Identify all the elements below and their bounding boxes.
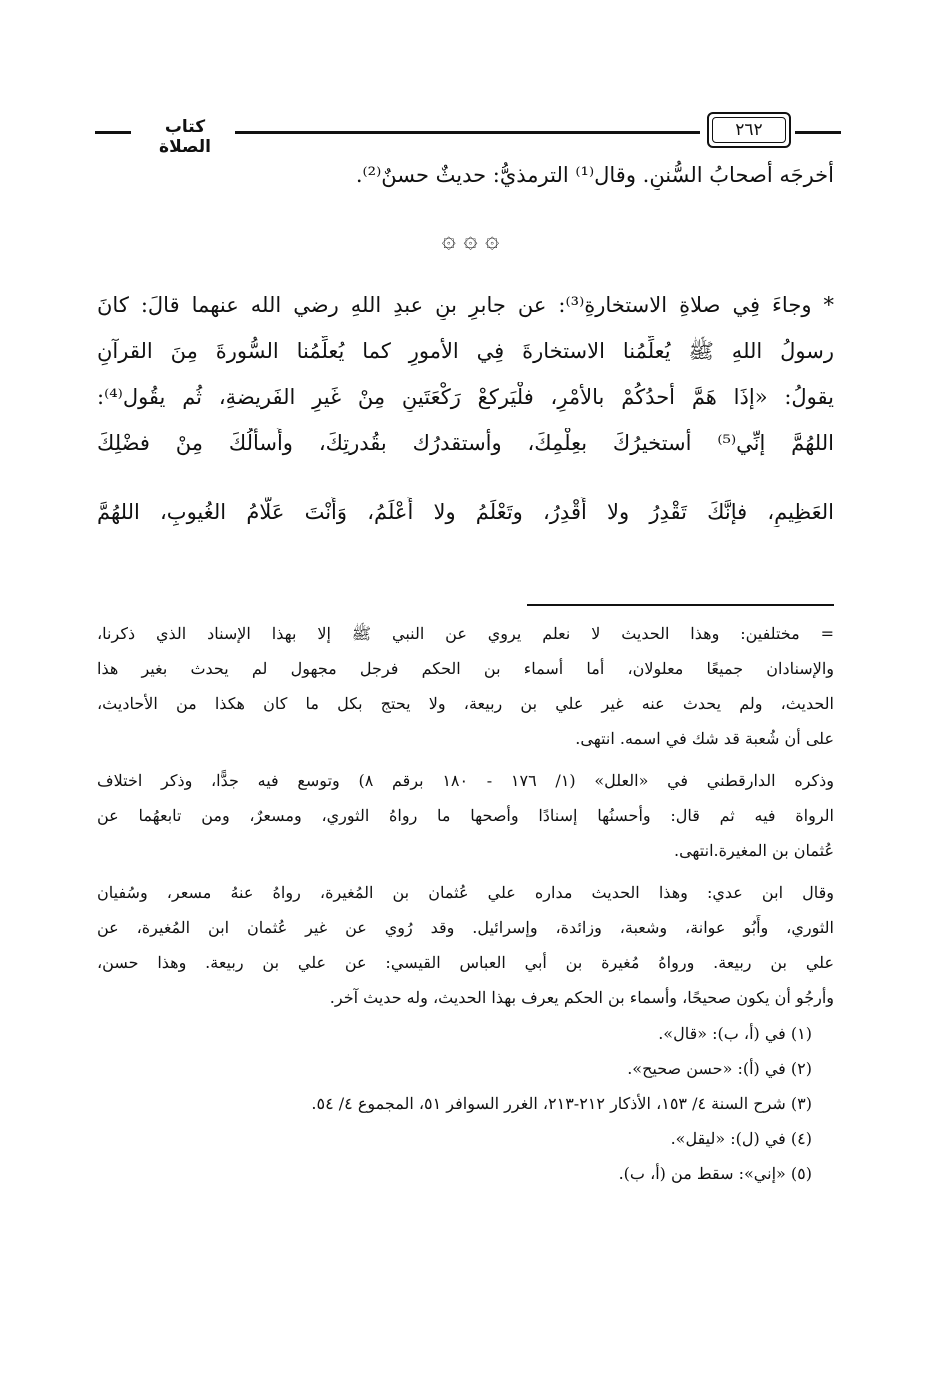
footnote-line: الثوري، وأَبُو عوانة، وشعبة، وزائدة، وإسرائيل. وقد رُوي عن غير عُثمان ابن المُغيرة، عن — [97, 918, 834, 937]
page-number-frame — [707, 112, 791, 148]
footnote-item: (١) في (أ، ب): «قال». — [658, 1024, 812, 1043]
footnote-line: عُثمان بن المغيرة.انتهى. — [674, 841, 834, 860]
footnote-line: علي بن ربيعة. ورواهُ مُغيرة بن أبي العباس القيسي: عن علي بن ربيعة. وهذا حسن، — [97, 953, 834, 972]
paragraph-line: رسولُ اللهِ ﷺ يُعلِّمُنا الاستخارةَ فِي الأمورِ كما يُعلِّمُنا السُّورةَ مِنَ القرآنِ — [97, 339, 834, 363]
footnote-line: والإسنادان جميعًا معلولان، أما أسماء بن الحكم فرجل مجهول لم يحدث بغير هذا — [97, 659, 834, 678]
paragraph-line: * وجاءَ فِي صلاةِ الاستخارةِ⁽³⁾: عن جابرِ بنِ عبدِ اللهِ رضي الله عنهما قالَ: كانَ — [97, 293, 834, 317]
footnote-line: وأرجُو أن يكون صحيحًا، وأسماء بن الحكم يعرف بهذا الحديث، وله حديث آخر. — [329, 988, 834, 1007]
header-rule-right — [795, 131, 841, 134]
header-rule-left — [95, 131, 131, 134]
chapter-title: كتاب الصلاة — [159, 117, 211, 157]
footnote-line: الحديث، ولم يحدث عنه غير علي بن ربيعة، ولا يحتج بكل ما كان هكذا من الأحاديث، — [97, 694, 834, 713]
footnote-divider — [527, 604, 834, 606]
footnote-line: وذكره الدارقطني في «العلل» (١/ ١٧٦ - ١٨٠ برقم ٨) وتوسع فيه جدًّا، وذكر اختلاف — [97, 771, 834, 790]
footnote-item: (٤) في (ل): «ليقل». — [670, 1129, 812, 1148]
page-number: ٢٦٢ — [712, 117, 786, 143]
footnote-line: وقال ابن عدي: وهذا الحديث مداره علي عُثمان بن المُغيرة، رواهُ عنهُ مسعر، وسُفيان — [97, 883, 834, 902]
paragraph-line: اللهُمَّ إنِّي⁽⁵⁾ أستخيرُكَ بعِلْمِكَ، وأستقدرُك بقُدرتِكَ، وأَسأَلُكَ مِنْ فضْلِكَ — [97, 431, 834, 455]
footnote-item: (٢) في (أ): «حسن صحيح». — [627, 1059, 812, 1078]
header-rule-middle — [235, 131, 700, 134]
page-header — [95, 112, 840, 157]
footnote-item: (٣) شرح السنة ٤/ ١٥٣، الأذكار ٢١٢-٢١٣، الغرر السوافر ٥١، المجموع ٤/ ٥٤. — [311, 1094, 812, 1113]
footnote-line: على أن شُعبة قد شك في اسمه. انتهى. — [575, 729, 834, 748]
footnote-line: الرواة فيه ثم قال: وأحسنُها إسنادًا وأصحها ما رواهُ الثوري، ومسعرٌ، ومن تابعهُما عن — [97, 806, 834, 825]
footnote-line: = مختلفين: وهذا الحديث لا نعلم يروي عن النبي ﷺ إلا بهذا الإسناد الذي ذكرنا، — [97, 624, 834, 643]
footnote-item: (٥) «إني»: سقط من (أ، ب). — [618, 1164, 812, 1183]
main-top-line: أخرجَه أصحابُ السُّننِ. وقال⁽¹⁾ الترمذيُّ: حديثٌ حسنٌ⁽²⁾. — [355, 163, 834, 187]
paragraph-line: يقولُ: «إذَا هَمَّ أحدُكُمْ بالأمْرِ، فلْيَركعْ رَكْعَتَينِ مِنْ غَيرِ الفَريضةِ، ثُم يقُول⁽⁴⁾: — [97, 385, 834, 409]
paragraph-line: العَظِيمِ، فإنَّكَ تَقْدِرُ ولا أَقْدِرُ، وتَعْلَمُ ولا أَعْلَمُ، وَأَنْتَ عَلَّامُ الغُيوبِ، اللهُمَّ — [97, 500, 834, 524]
star-separator-icon: ۞ ۞ ۞ — [441, 225, 500, 253]
